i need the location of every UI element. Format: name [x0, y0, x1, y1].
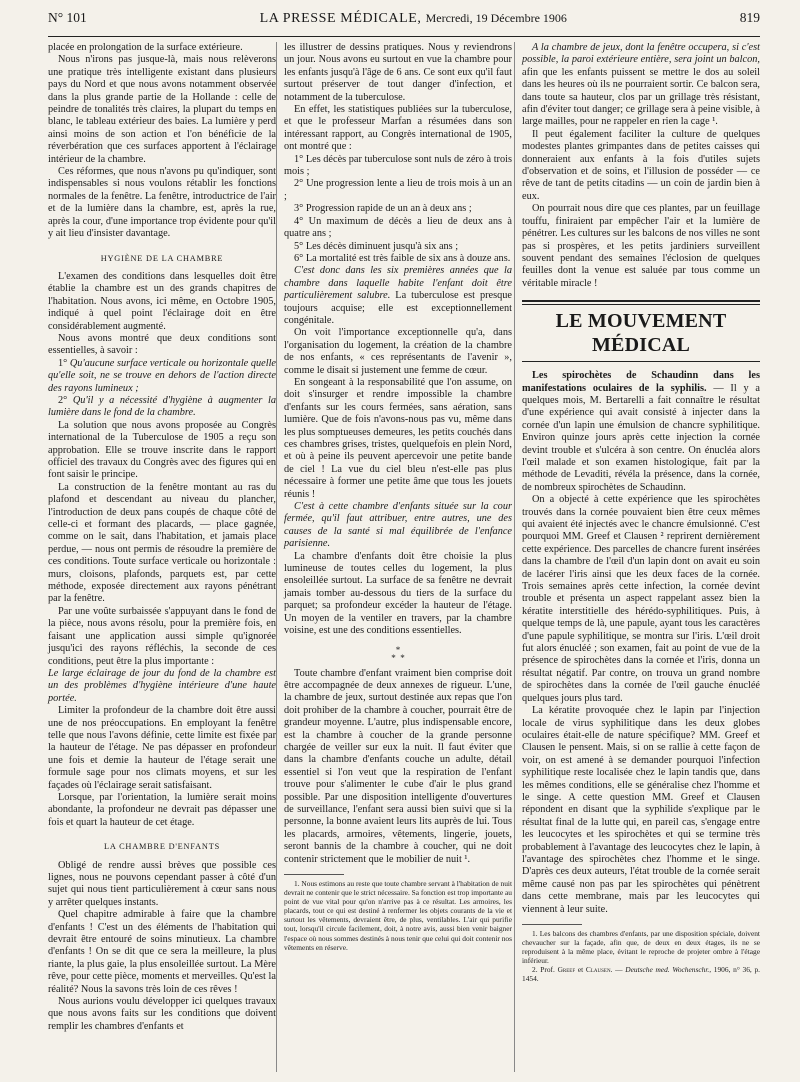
- text: afin que les enfants puissent se mettre le dos au soleil dans les heures où ils ne pourraient sortir. Ce balcon sera, dans toute sa hauteur, clos par un grillage très résistant, afin d'éviter tout danger; ce grillage sera à peine visible, à large mailles, pour ne rappeler en rien la cage ¹.: [522, 66, 760, 128]
- text: et: [575, 965, 586, 975]
- author-name: Greef: [557, 965, 576, 975]
- column-divider: [276, 42, 277, 1072]
- footnote-rule: [522, 924, 582, 925]
- paragraph: On a objecté à cette expérience que les spirochètes trouvés dans la cornée pouvaient bien être ceux mêmes qui avaient été injectés avec le chancre émulsionné. C'est pourquoi MM. Greef et Clausen ² reprirent dernièrement cette expérience. Des parcelles de chancre furent insérées dans la chambre de l'œil d'un lapin dont on avait eu soin de lacérer l'iris ainsi que les deux faces de la cornée. Trois semaines après cette infection, la cornée devint trouble et présenta un aspect rappelant assez bien la kératite interstitielle des hérédo-syphilitiques. Puis, à quelque temps de là, une papule, ayant tous les caractères d'une papule syphilitique, se montra sur l'iris. L'œil droit fut alors énucléé ; son examen, fait au point de vue de la présence de spirochètes dans la cornée et l'iris, donna un résultat négatif. Par contre, on trouva un grand nombre de spirochètes dans la cornée de l'œil gauche énucléé quelques jours plus tard.: [522, 494, 760, 704]
- page-number: 819: [739, 10, 760, 25]
- list-item: 6° La mortalité est très faible de six ans à douze ans.: [294, 252, 511, 264]
- running-head: [260, 11, 567, 27]
- footnote: 1. Les balcons des chambres d'enfants, par une disposition spéciale, doivent chevaucher sur la façade, afin que, de deux en deux étages, ils ne se reproduisent à la même place, évitant le reproche de projeter ombre à l'étage inférieur.: [522, 929, 760, 966]
- paragraph: les illustrer de dessins pratiques. Nous y reviendrons un jour. Nous avons eu surtout en vue la chambre pour les enfants jusqu'à l'âge de 6 ans. Ce sont eux qu'il faut surtout préserver de tout danger d'infection, et notamment de la tuberculose.: [284, 42, 512, 103]
- italic-text: A la chambre de jeux, dont la fenêtre occupera, si c'est possible, la paroi extérieure entière, sera joint un balcon,: [522, 42, 760, 66]
- page-header: [48, 10, 760, 32]
- paragraph: En songeant à la responsabilité que l'on assume, on doit s'insurger et rendre impossible la chambre d'enfants sur les cours fermées, sans aération, sans lumière. Que de fois n'avons-nous pas vu, même dans les plus somptueuses demeures, les petits couchés dans ces chambres grises, tristes, quelquefois en plein Nord, et où à peine ils peuvent apercevoir une petite bande de ciel ! La vue du ciel bleu n'est-elle pas plus nécessaire à former une petite âme que tous les jouets réunis !: [284, 376, 512, 500]
- column-divider: [514, 42, 515, 1072]
- footnote: 1. Nous estimons au reste que toute chambre servant à l'habitation de nuit devrait ne contenir que le strict nécessaire. Sa fonction est trop importante au point de vue vital pour qu'on n'arrive pas à ce résultat. Les armoires, les placards, tout ce qui est destiné à renfermer les objets courants de la vie et surtout les vêtements, devraient être, de plus, ventilables. L'air qui purifie tout, lorsqu'il circule facilement, doit, à notre avis, aussi bien venir baigner l'espace où nous sommes destinés à nous tenir que celui qui doit contenir nos vêtements en réserve.: [284, 879, 513, 952]
- list-item: [48, 358, 276, 395]
- issue-number: N° 101: [48, 10, 87, 25]
- paragraph: La chambre d'enfants doit être choisie la plus lumineuse de toutes celles du logement, la plus ensoleillée surtout. La surface de sa fenêtre ne devrait jamais tomber au-dessous du tiers de la surface du parquet; sa profondeur excéder la hauteur de l'étage. Un moyen de la ventiler en travers, par la chambre voisine, est une des conditions essentielles.: [284, 550, 512, 637]
- journal-citation: Deutsche med. Wochenschr.,: [625, 965, 712, 975]
- paragraph: Lorsque, par l'orientation, la lumière serait moins abondante, la profondeur ne devrait pas dépasser une fois et quart la hauteur de cet étage.: [48, 791, 276, 828]
- column-middle: [284, 42, 512, 952]
- paragraph: Nous avons montré que deux conditions sont essentielles, à savoir :: [48, 332, 276, 357]
- section-rule: [522, 300, 760, 302]
- paragraph: Par une voûte surbaissée s'appuyant dans le fond de la pièce, nous avons résolu, pour la première fois, en faisant une application aussi simple qu'ignorée jusqu'ici des rayons réfléchis, la seconde de ces conditions, peut être la plus importante :: [48, 605, 276, 667]
- text: — Il y a quelques mois, M. Bertarelli a fait connaître le résultat d'une expérience qui avait consisté à injecter dans la cornée d'un lapin une émulsion de chancre syphilitique. Environ quinze jours après cette injection la cornée devint trouble et s'ulcéra à son centre. On énucléa alors l'œil malade et son examen histologique, fait par la méthode de Levaditi, révéla la présence, dans la cornée, de nombreux spirochètes de Schaudinn.: [522, 382, 760, 493]
- italic-text: Qu'aucune surface verticale ou horizontale quelle qu'elle soit, ne se trouve en dehors de l'action directe des rayons lumineux ;: [48, 357, 276, 394]
- paragraph: Nous n'irons pas jusque-là, mais nous relèverons une pratique très intelligente existant dans plusieurs pays du Nord et que nous avons notamment observée dans la plus grande partie de la Hollande : celle de peindre de tonalités très claires, la plupart du temps en blanc, le tableau extérieur des baies. La lumière y perd ainsi moins de son action et l'on bénéficie de la réverbération que ces surfaces apportent à l'éclairage intérieur de la chambre.: [48, 54, 276, 165]
- italic-text: Qu'il y a nécessité d'hygiène à augmenter la lumière dans le fond de la chambre.: [48, 394, 277, 419]
- paragraph: On voit l'importance exceptionnelle qu'a, dans l'organisation du logement, la création de la chambre de nos enfants, « ces représentants de l'avenir », comme le disait si justement une femme de cœur.: [284, 327, 512, 376]
- italic-text: C'est donc dans les six premières années que la chambre dans laquelle habite l'enfant doit être particulièrement salubre.: [284, 265, 512, 302]
- asterism-ornament: * * *: [391, 644, 405, 663]
- column-left: [48, 42, 276, 1033]
- paragraph: La solution que nous avons proposée au Congrès international de la Tuberculose de 1905 a reçu son approbation. Elle se trouve inscrite dans le rapport officiel des travaux du Congrès avec des figures qui en font saisir le principe.: [48, 419, 276, 481]
- list-item: 1° Les décès par tuberculose sont nuls de zéro à trois mois ;: [284, 153, 512, 178]
- paragraph: placée en prolongation de la surface extérieure.: [48, 42, 243, 53]
- list-item: 3° Progression rapide de un an à deux ans ;: [294, 203, 472, 215]
- paragraph: On pourrait nous dire que ces plantes, par un feuillage touffu, finiraient par empêcher l'air et la lumière de pénétrer. Les cultures sur les balcons de nos villes ne sont pas si prospères, et les petits jardiniers surveillent souvent pendant des semaines l'éclosion de quelques feuilles dont la venue est saluée par tous comme un véritable miracle !: [522, 203, 760, 289]
- italic-paragraph: Le large éclairage de jour du fond de la chambre est un des problèmes d'hygiène intérieure d'une haute portée.: [48, 667, 276, 704]
- column-right: [522, 42, 760, 984]
- list-item: 4° Un maximum de décès a lieu de deux ans à quatre ans ;: [284, 215, 512, 240]
- paragraph: La kératite provoquée chez le lapin par l'injection locale de virus syphilitique dans les deux globes oculaires était-elle de nature spécifique? MM. Greef et Clausen le pensent. Mais, si on se rallie à cette façon de voir, on est amené à se demander pourquoi l'infection syphilitique reste localisée chez le lapin tandis que, dans les mêmes conditions, elle se généralise chez l'homme et le singe. A cette question MM. Greef et Clausen répondent en disant que la syphilide s'explique par le résultat final de la lutte qui, en pareil cas, s'engage entre les leucocytes et les spirochètes et qui se termine très probablement à l'avantage des leucocytes chez le lapin, à l'avantage des spirochètes chez l'homme et le singe. D'après ces deux auteurs, l'état trouble de la cornée serait même causé non pas par les spirochètes qui pénètrent dans cette membrane, mais par les leucocytes qui viennent à leur suite.: [522, 705, 760, 915]
- paragraph: [284, 265, 512, 327]
- paragraph: [522, 42, 760, 129]
- paragraph: [522, 370, 760, 494]
- paragraph: Nous aurions voulu développer ici quelques travaux que nous avons faits sur les conditions que doivent remplir les chambres d'enfants et: [48, 996, 276, 1032]
- text: 1906, n° 36, p. 1454.: [522, 965, 761, 984]
- paragraph: Quel chapitre admirable à faire que la chambre d'enfants ! C'est un des éléments de l'habitation qui devrait être entouré de soins minutieux. La chambre d'enfants ! On se dit que ce sera la meilleure, la plus riante, la plus gaie, la plus ensoleillée surtout. La Mère rêve, pour cette pièce, moments et merveilles. Qu'est la réalité? Nous la savons très loin de ces rêves !: [48, 909, 276, 995]
- list-item: 2° Une progression lente a lieu de trois mois à un an ;: [284, 178, 512, 202]
- text: La tuberculose est presque toujours acquise; elle est exceptionnellement congénitale.: [284, 290, 512, 326]
- paragraph: Ces réformes, que nous n'avons pu qu'indiquer, sont indispensables si nous voulons rétablir les fonctions normales de la fenêtre. La fenêtre, introductrice de l'air et de la lumière dans la chambre, est, après la rue, après la cour, d'une importance trop évidente pour qu'il y ait lieu d'insister davantage.: [48, 166, 276, 240]
- list-item: 5° Les décès diminuent jusqu'à six ans ;: [294, 240, 459, 252]
- paragraph: Il peut également faciliter la culture de quelques modestes plantes grimpantes dans de petites caisses qui donneraient aux enfants à la fois d'utiles sujets d'observation et de soins, et l'illusion de posséder — ce rêve de tant de petits citadins — un coin de jardin bien à eux.: [522, 128, 760, 202]
- footnote-rule: [284, 874, 344, 875]
- section-heading: HYGIÈNE DE LA CHAMBRE: [100, 253, 224, 263]
- article-heading: Les spirochètes de Schaudinn dans les manifestations oculaires de la syphilis.: [522, 370, 760, 394]
- paragraph: La construction de la fenêtre montant au ras du plafond et descendant au niveau du plancher, l'introduction de deux pans coupés de chaque côté de celle-ci et formant des placards, — place gagnée, comme on le sait, dans l'habitation, et jamais place perdue, — nous ont permis de résoudre la première de ces conditions. Toute surface verticale ou horizontale : murs, cloisons, plafonds, parquets est, par cette méthode, exposée directement aux rayons pénétrant par la fenêtre.: [48, 481, 276, 605]
- section-rule: [522, 304, 760, 305]
- paragraph: Limiter la profondeur de la chambre doit être aussi une de nos préoccupations. En employant la fenêtre telle que nous l'avons définie, cette limite est fixée par la hauteur de l'étage. Ne pas dépasser en profondeur une fois et demie la hauteur de l'étage serait une formule sage pour nos climats moyens, et sur les façades où l'éclairage serait satisfaisant.: [48, 705, 276, 791]
- journal-name: LA PRESSE MÉDICALE,: [259, 11, 422, 26]
- section-rule: [522, 361, 760, 362]
- list-number: 1°: [58, 357, 70, 369]
- text: . —: [610, 965, 626, 975]
- text: 2. Prof.: [532, 965, 558, 975]
- paragraph: En effet, les statistiques publiées sur la tuberculose, et que le professeur Marfan a résumées dans son intéressant rapport, au Congrès international de 1905, ont montré que :: [284, 104, 512, 153]
- header-rule: [48, 36, 760, 37]
- list-number: 2°: [58, 394, 73, 406]
- footnote: [522, 965, 760, 983]
- author-name: Clausen: [585, 965, 611, 975]
- list-item: [48, 395, 276, 420]
- section-title: LE MOUVEMENT MÉDICAL: [555, 310, 727, 357]
- paragraph: L'examen des conditions dans lesquelles doit être établie la chambre est un des grands chapitres de l'habitation. Nous avons, ici même, en Octobre 1905, indiqué à quel point l'éclairage doit en être considérablement augmenté.: [48, 270, 276, 332]
- italic-paragraph: C'est à cette chambre d'enfants située sur la cour fermée, qu'il faut attribuer, entre autres, une des causes de la santé si mal équilibrée de l'enfance parisienne.: [284, 501, 512, 550]
- paragraph: Toute chambre d'enfant vraiment bien comprise doit être accompagnée de deux annexes de rigueur. L'une, la chambre de jeux, surtout destinée aux repas que l'on doit prohiber de la chambre à coucher, pourrait être de grandeur moyenne. L'autre, plus indispensable encore, est la chambre à coucher de la grande personne chargée de veiller sur eux la nuit. Il faut éviter que dans la chambre d'enfants couche un adulte, détail essentiel si l'on veut que la respiration de l'enfant trouve pour s'alimenter le cube d'air le plus grand possible. Par une disposition intelligente d'ouvertures de surveillance, l'enfant sera aussi bien suivi que si la personne, la bonne avaient leurs lits auprès de lui. Tous les placards, armoires, vêtements, lingerie, jouets, seront bannis de la chambre à coucher, qui ne doit contenir strictement que le mobilier de nuit ¹.: [284, 667, 512, 865]
- issue-date: Mercredi, 19 Décembre 1906: [425, 11, 567, 25]
- paragraph: Obligé de rendre aussi brèves que possible ces lignes, nous ne pouvons cependant passer à côté d'un sujet qui nous tient particulièrement à cœur sans nous y arrêter quelques instants.: [48, 859, 276, 908]
- section-heading: LA CHAMBRE D'ENFANTS: [104, 842, 220, 852]
